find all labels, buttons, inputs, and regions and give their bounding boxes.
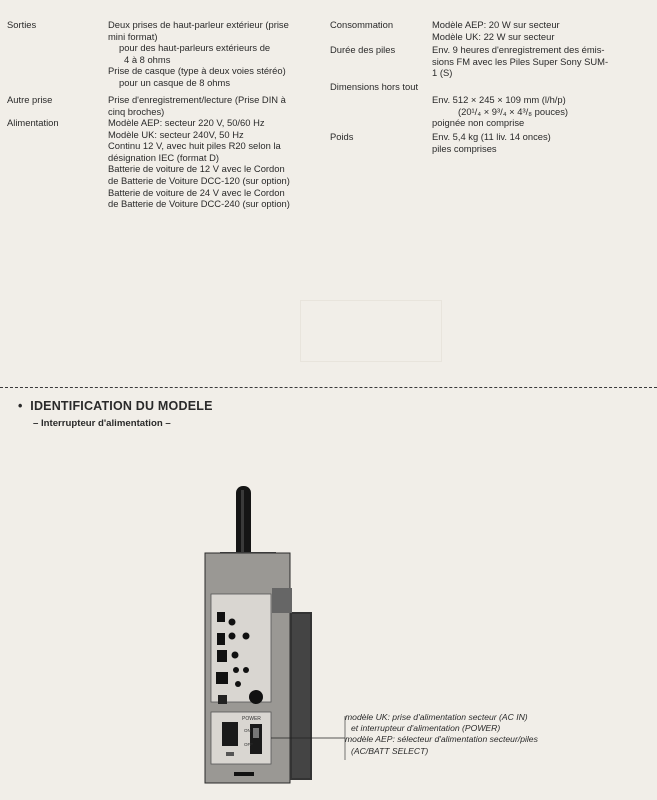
spec-line: Env. 9 heures d'enregistrement des émis- [432,44,605,55]
spec-label-dimensions: Dimensions hors tout [330,81,419,92]
caption-line: modèle AEP: sélecteur d'alimentation secteur/piles [345,734,538,745]
spec-label-poids: Poids [330,131,354,142]
spec-line: piles comprises [432,142,497,154]
power-caption [345,712,538,757]
bullet: • [18,399,23,413]
spec-line: Deux prises de haut-parleur extérieur (prise [108,19,289,30]
spec-line: Modèle UK: 22 W sur secteur [432,30,555,42]
spec-line: Batterie de voiture de 12 V avec le Cordon [108,163,285,175]
off-label: OFF [244,742,253,747]
speaker-jack [217,612,225,622]
spec-line: cinq broches) [108,105,165,117]
spec-label-sorties: Sorties [7,19,37,30]
spec-label-duree-piles: Durée des piles [330,44,396,55]
spec-line: poignée non comprise [432,117,525,129]
spec-line: pour un casque de 8 ohms [119,76,231,88]
spec-line: Env. 512 × 245 × 109 mm (l/h/p) [432,94,566,105]
spec-line: Modèle UK: secteur 240V, 50 Hz [108,128,244,140]
on-label: ON [244,728,251,733]
spec-line: Continu 12 V, avec huit piles R20 selon la [108,140,281,152]
caption-line: (AC/BATT SELECT) [351,745,429,756]
din-socket [249,690,263,704]
spec-label-consommation: Consommation [330,19,394,30]
spec-label-alimentation: Alimentation [7,117,59,128]
caption-line: modèle UK: prise d'alimentation secteur (AC IN) [345,712,528,722]
spec-line: Modèle AEP: 20 W sur secteur [432,19,560,30]
spec-line: de Batterie de Voiture DCC-240 (sur option) [108,198,290,210]
spec-line: mini format) [108,30,158,42]
spec-line: (20¹/₄ × 9³/₄ × 4³/₈ pouces) [458,105,569,117]
spec-line: Batterie de voiture de 24 V avec le Cordon [108,186,285,198]
spec-line: de Batterie de Voiture DCC-120 (sur option) [108,174,290,186]
spec-label-autre-prise: Autre prise [7,94,53,105]
control-panel [211,594,271,702]
spec-line: 4 à 8 ohms [124,53,171,65]
spec-line: sions FM avec les Piles Super Sony SUM- [432,55,609,67]
ac-in-socket [222,722,238,746]
spec-line: Env. 5,4 kg (11 liv. 14 onces) [432,131,551,142]
section-subtitle: – Interrupteur d'alimentation – [33,418,171,429]
spec-line: Prise d'enregistrement/lecture (Prise DIN à [108,94,286,105]
jack-icon [229,619,236,626]
spec-line: 1 (S) [432,67,453,79]
spec-line: désignation IEC (format D) [108,151,219,163]
spec-line: Modèle AEP: secteur 220 V, 50/60 Hz [108,117,265,128]
caption-line: et interrupteur d'alimentation (POWER) [351,723,501,734]
spec-line: pour des haut-parleurs extérieurs de [119,42,271,54]
power-label: POWER [242,716,261,722]
spec-line: Prise de casque (type à deux voies stéréo) [108,65,286,77]
section-title-text: IDENTIFICATION DU MODELE [30,399,213,413]
